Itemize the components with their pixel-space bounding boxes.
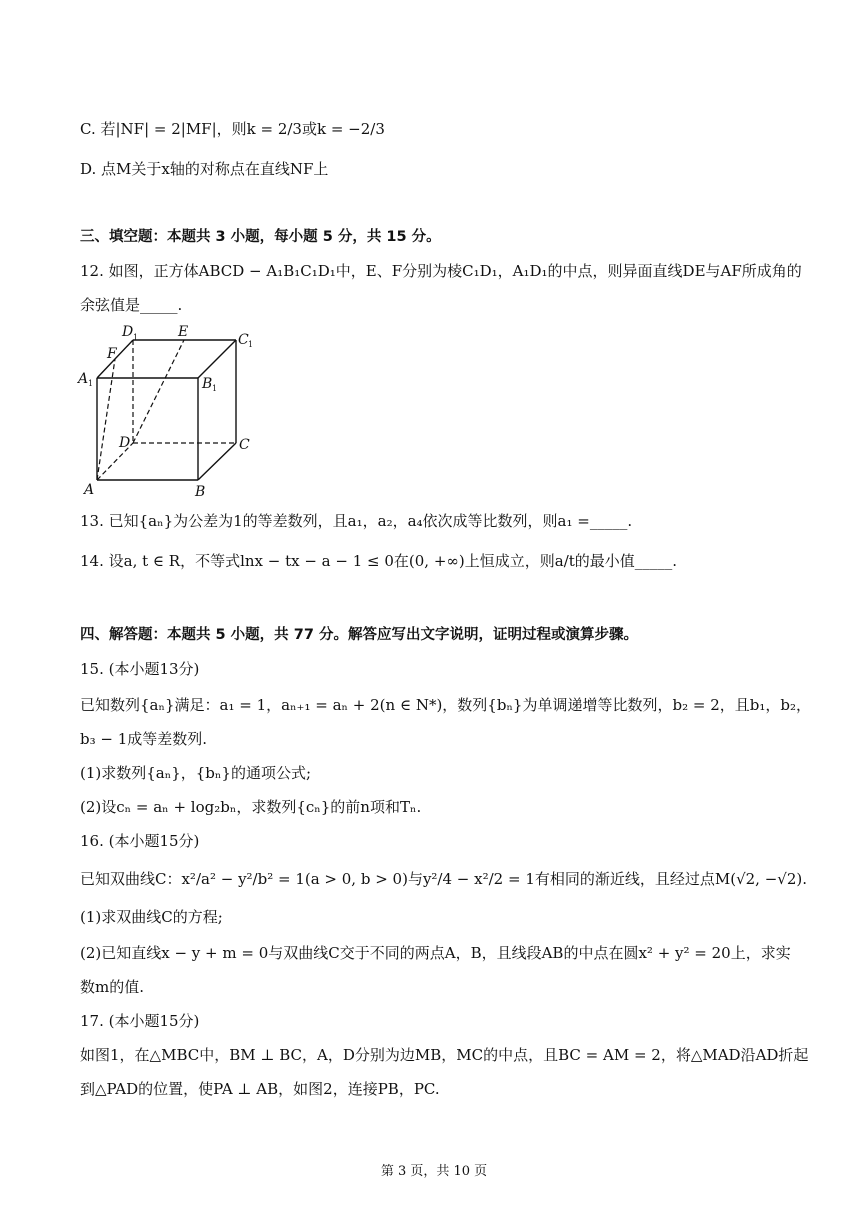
question-15-line-1: 已知数列{aₙ}满足：a₁ = 1，aₙ₊₁ = aₙ + 2(n ∈ N*)，数列{bₙ}为单调递增等比数列，b₂ = 2，且b₁，b₂，	[80, 696, 811, 714]
question-14: 14. 设a, t ∈ R，不等式lnx − tx − a − 1 ≤ 0在(0, +∞)上恒成立，则a/t的最小值_____.	[80, 552, 678, 570]
question-17-line-1: 如图1，在△MBC中，BM ⊥ BC，A，D分别为边MB，MC的中点，且BC = AM = 2，将△MAD沿AD折起	[80, 1046, 809, 1064]
option-d: D. 点M关于x轴的对称点在直线NF上	[80, 160, 329, 178]
option-c: C. 若|NF| = 2|MF|，则k = 2/3或k = −2/3	[80, 120, 385, 138]
question-16-line-1: 已知双曲线C：x²/a² − y²/b² = 1(a > 0, b > 0)与y²/4 − x²/2 = 1有相同的渐近线，且经过点M(√2, −√2).	[80, 870, 807, 888]
section-3-heading: 三、填空题：本题共 3 小题，每小题 5 分，共 15 分。	[80, 229, 441, 245]
question-16-part-1: (1)求双曲线C的方程;	[80, 908, 223, 926]
question-15-header: 15. (本小题13分)	[80, 660, 200, 678]
label-D: D	[119, 435, 131, 451]
question-12-line-2: 余弦值是_____.	[80, 296, 183, 314]
question-13: 13. 已知{aₙ}为公差为1的等差数列，且a₁，a₂，a₄依次成等比数列，则a₁ =_____.	[80, 512, 633, 530]
segment-DE	[133, 340, 184, 443]
question-15-part-1: (1)求数列{aₙ}，{bₙ}的通项公式;	[80, 764, 311, 782]
edge-B1C1	[198, 340, 236, 378]
svg-text:1: 1	[133, 333, 139, 342]
label-D1: D	[122, 324, 134, 340]
question-16-part-2-cont: 数m的值.	[80, 978, 144, 996]
edge-BC	[198, 443, 236, 480]
question-16-header: 16. (本小题15分)	[80, 832, 200, 850]
svg-text:1: 1	[212, 384, 218, 393]
question-15-line-2: b₃ − 1成等差数列.	[80, 730, 208, 748]
page-footer: 第 3 页，共 10 页	[380, 1164, 488, 1179]
question-17-line-2: 到△PAD的位置，使PA ⊥ AB，如图2，连接PB，PC.	[80, 1080, 440, 1098]
question-12-line-1: 12. 如图，正方体ABCD − A₁B₁C₁D₁中，E、F分别为棱C₁D₁，A₁D₁的中点，则异面直线DE与AF所成角的	[80, 262, 802, 280]
question-15-part-2: (2)设cₙ = aₙ + log₂bₙ，求数列{cₙ}的前n项和Tₙ.	[80, 798, 422, 816]
label-A1: A	[78, 371, 89, 387]
section-4-heading: 四、解答题：本题共 5 小题，共 77 分。解答应写出文字说明，证明过程或演算步骤。	[80, 627, 638, 643]
label-C: C	[239, 437, 250, 453]
question-17-header: 17. (本小题15分)	[80, 1012, 200, 1030]
segment-AF	[97, 359, 115, 480]
cube-figure	[72, 322, 272, 502]
label-B1: B	[202, 376, 213, 392]
label-F: F	[107, 346, 117, 362]
label-B: B	[195, 484, 206, 500]
question-16-part-2: (2)已知直线x − y + m = 0与双曲线C交于不同的两点A，B，且线段AB的中点在圆x² + y² = 20上，求实	[80, 944, 791, 962]
label-E: E	[178, 324, 189, 340]
svg-text:1: 1	[248, 340, 254, 349]
label-C1: C	[238, 332, 249, 348]
svg-text:1: 1	[88, 379, 94, 388]
label-A: A	[84, 482, 95, 498]
